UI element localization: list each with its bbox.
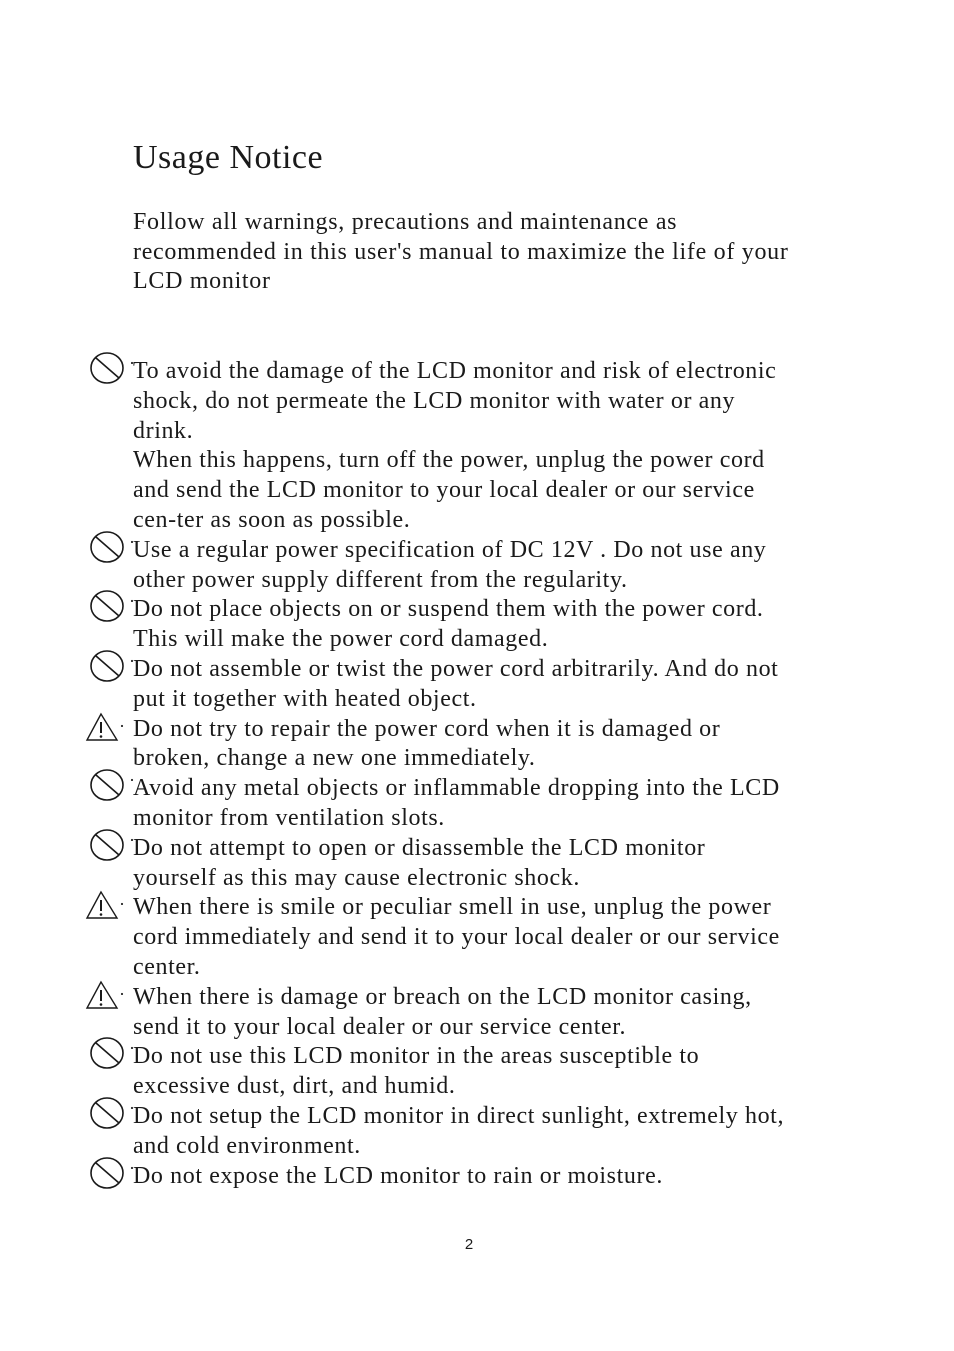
notice-text (133, 357, 903, 536)
notice-line: Avoid any metal objects or inflammable dropping into the LCD (133, 775, 780, 802)
notice-line: put it together with heated object. (133, 685, 477, 712)
bullet-dot: · (129, 531, 135, 552)
notice-line: To avoid the damage of the LCD monitor and risk of electronic (133, 358, 777, 384)
notice-line: This will make the power cord damaged. (133, 626, 549, 653)
notice-line: cen-ter as soon as possible. (133, 506, 411, 533)
prohibit-icon (89, 649, 129, 683)
notice-text (133, 1102, 903, 1162)
page-number: 2 (464, 1236, 474, 1253)
notice-item (0, 983, 954, 1043)
notice-line: and cold environment. (133, 1132, 361, 1159)
notice-text (133, 774, 903, 834)
intro-line: recommended in this user's manual to maximize the life of your (133, 238, 789, 265)
intro-line: LCD monitor (133, 268, 271, 295)
notice-item (0, 770, 954, 834)
notice-line: Do not assemble or twist the power cord arbitrarily. And do not (133, 655, 779, 682)
prohibit-icon (89, 768, 129, 802)
notice-line: Do not attempt to open or disassemble the LCD monitor (133, 834, 706, 861)
notice-item (0, 650, 954, 715)
prohibit-icon (89, 530, 129, 564)
notice-item (0, 893, 954, 982)
page-title: Usage Notice (133, 139, 324, 176)
notice-list (0, 353, 954, 1191)
notice-line: shock, do not permeate the LCD monitor with water or any (133, 387, 736, 414)
bullet-dot: · (119, 983, 125, 1004)
notice-item (0, 591, 954, 655)
notice-line: and send the LCD monitor to your local dealer or our service (133, 477, 755, 504)
warning-icon (84, 889, 124, 923)
bullet-dot: · (129, 1157, 135, 1178)
bullet-dot: · (129, 770, 135, 791)
notice-line: other power supply different from the regularity. (133, 566, 628, 593)
intro-paragraph (133, 208, 893, 297)
intro-line: Follow all warnings, precautions and maintenance as (133, 209, 678, 235)
bullet-dot: · (129, 650, 135, 671)
bullet-dot: · (129, 591, 135, 612)
bullet-dot: · (129, 353, 135, 373)
prohibit-icon (89, 1096, 129, 1130)
prohibit-icon (89, 589, 129, 623)
notice-line: send it to your local dealer or our service center. (133, 1013, 627, 1040)
notice-line: When there is damage or breach on the LCD monitor casing, (133, 983, 752, 1010)
notice-item (0, 1157, 954, 1192)
notice-line: monitor from ventilation slots. (133, 804, 445, 831)
notice-line: Do not use this LCD monitor in the areas susceptible to (133, 1043, 700, 1070)
notice-text (133, 655, 903, 715)
notice-item (0, 715, 954, 775)
notice-item (0, 1038, 954, 1102)
notice-line: Do not try to repair the power cord when it is damaged or (133, 715, 721, 742)
prohibit-icon (89, 828, 129, 862)
notice-text (133, 983, 903, 1043)
bullet-dot: · (129, 829, 135, 850)
notice-line: When this happens, turn off the power, unplug the power cord (133, 447, 765, 474)
notice-item (0, 829, 954, 894)
notice-text (133, 1162, 903, 1192)
notice-line: When there is smile or peculiar smell in use, unplug the power (133, 894, 772, 921)
notice-line: yourself as this may cause electronic shock. (133, 864, 580, 891)
notice-text (133, 595, 903, 655)
notice-text (133, 715, 903, 775)
prohibit-icon (89, 1156, 129, 1190)
notice-text (133, 893, 903, 982)
bullet-dot: · (119, 894, 125, 915)
notice-line: cord immediately and send it to your local dealer or our service (133, 924, 780, 951)
notice-line: Do not place objects on or suspend them with the power cord. (133, 596, 764, 623)
warning-icon (84, 711, 124, 745)
prohibit-icon (89, 351, 129, 385)
notice-line: excessive dust, dirt, and humid. (133, 1073, 456, 1100)
notice-item (0, 1097, 954, 1162)
notice-line: Do not setup the LCD monitor in direct sunlight, extremely hot, (133, 1102, 785, 1129)
notice-text (133, 1042, 903, 1102)
bullet-dot: · (119, 715, 125, 736)
notice-line: drink. (133, 417, 194, 444)
notice-line: Use a regular power specification of DC 12V . Do not use any (133, 536, 767, 563)
notice-item (0, 531, 954, 596)
notice-item (0, 353, 954, 536)
notice-line: center. (133, 953, 201, 980)
notice-line: Do not expose the LCD monitor to rain or moisture. (133, 1162, 663, 1189)
notice-text (133, 834, 903, 894)
bullet-dot: · (129, 1038, 135, 1059)
bullet-dot: · (129, 1097, 135, 1118)
prohibit-icon (89, 1036, 129, 1070)
warning-icon (84, 979, 124, 1013)
notice-text (133, 536, 903, 596)
notice-line: broken, change a new one immediately. (133, 745, 536, 772)
